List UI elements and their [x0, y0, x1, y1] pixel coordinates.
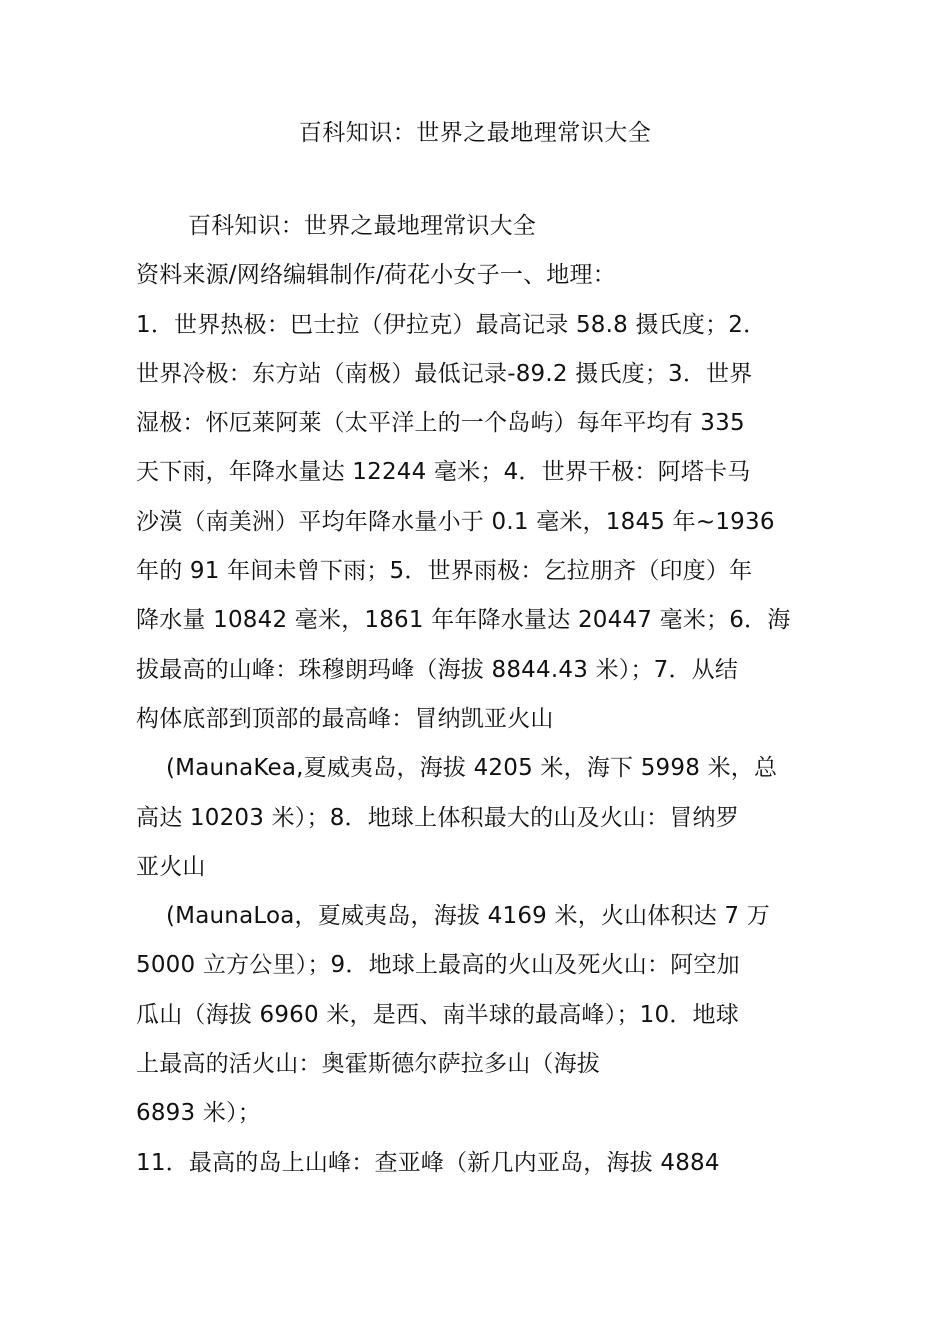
paragraph-line: 年的 91 年间未曾下雨；5．世界雨极：乞拉朋齐（印度）年: [136, 558, 753, 585]
paragraph-line: 亚火山: [136, 853, 206, 880]
paragraph-line: 6893 米）；: [136, 1100, 261, 1127]
paragraph-line: 资料来源/网络编辑制作/荷花小女子一、地理：: [136, 262, 616, 289]
paragraph-line: (MaunaLoa，夏威夷岛，海拔 4169 米，火山体积达 7 万: [166, 903, 770, 930]
document-title: 百科知识：世界之最地理常识大全: [298, 120, 652, 146]
paragraph-line: 1．世界热极：巴士拉（伊拉克）最高记录 58.8 摄氏度；2．: [136, 311, 767, 338]
paragraph-line: 5000 立方公里）；9．地球上最高的火山及死火山：阿空加: [136, 952, 740, 979]
paragraph-line: 百科知识：世界之最地理常识大全: [188, 213, 536, 239]
paragraph-line: 拔最高的山峰：珠穆朗玛峰（海拔 8844.43 米）；7．从结: [136, 656, 739, 683]
paragraph-line: 上最高的活火山：奥霍斯德尔萨拉多山（海拔: [136, 1051, 600, 1078]
paragraph-line: 瓜山（海拔 6960 米，是西、南半球的最高峰）；10．地球: [136, 1001, 739, 1028]
paragraph-line: 降水量 10842 毫米，1861 年年降水量达 20447 毫米；6．海: [136, 607, 791, 634]
paragraph-line: 构体底部到顶部的最高峰：冒纳凯亚火山: [136, 705, 554, 732]
paragraph-line: 天下雨，年降水量达 12244 毫米；4．世界干极：阿塔卡马: [136, 459, 751, 486]
document-body: [136, 202, 816, 1188]
paragraph-line: (MaunaKea,夏威夷岛，海拔 4205 米，海下 5998 米，总: [166, 755, 778, 782]
paragraph-line: 高达 10203 米）；8．地球上体积最大的山及火山：冒纳罗: [136, 804, 739, 831]
paragraph-line: 湿极：怀厄莱阿莱（太平洋上的一个岛屿）每年平均有 335: [136, 410, 745, 437]
paragraph-line: 世界冷极：东方站（南极）最低记录-89.2 摄氏度；3．世界: [136, 360, 753, 387]
paragraph-line: 沙漠（南美洲）平均年降水量小于 0.1 毫米，1845 年~1936: [136, 508, 775, 535]
paragraph-line: 11．最高的岛上山峰：查亚峰（新几内亚岛，海拔 4884: [136, 1149, 720, 1176]
